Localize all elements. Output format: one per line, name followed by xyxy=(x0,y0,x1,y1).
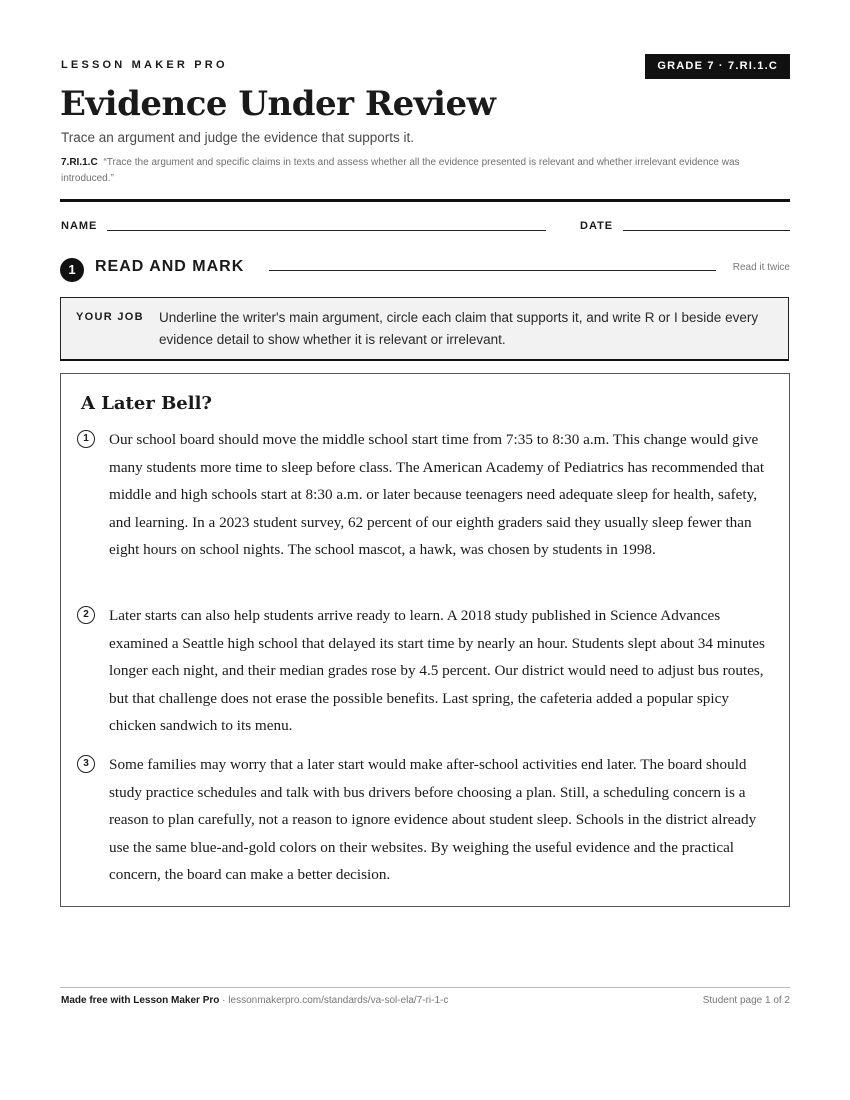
section-note: Read it twice xyxy=(732,262,790,273)
paragraph-2: Later starts can also help students arrive ready to learn. A 2018 study published in Science Advances examined a Seattle high school that delayed its start time by nearly an hour. Students slept about 34 minutes longer each night, and their median grades rose by 4.5 percent. Our district would need to adjust bus routes, but that challenge does not erase the possible benefits. Last spring, the cafeteria added a popular spicy chicken sandwich to its menu. xyxy=(109,607,765,734)
standard-text: “Trace the argument and specific claims in texts and assess whether all the evidence presented is relevant and whether irrelevant evidence was introduced.” xyxy=(61,157,740,184)
brand-name: LESSON MAKER PRO xyxy=(61,59,228,71)
footer-divider xyxy=(60,987,790,988)
paragraph-1: Our school board should move the middle school start time from 7:35 to 8:30 a.m. This change would give many students more time to sleep before class. The American Academy of Pediatrics has recommended that middle and high schools start at 8:30 a.m. or later because teenagers need adequate sleep for health, safety, and learning. In a 2023 student survey, 62 percent of our eighth graders said they usually sleep fewer than eight hours on school nights. The school mascot, a hawk, was chosen by students in 1998. xyxy=(109,431,765,558)
date-field[interactable] xyxy=(623,230,790,231)
passage-title: A Later Bell? xyxy=(81,393,212,414)
footer-url[interactable]: lessonmakerpro.com/standards/va-sol-ela/7-ri-1-c xyxy=(228,995,449,1006)
page-indicator: Student page 1 of 2 xyxy=(702,995,790,1006)
instructions-text: Underline the writer's main argument, circle each claim that supports it, and write R or I beside every evidence detail to show whether it is relevant or irrelevant. xyxy=(159,310,759,347)
section-number-badge: 1 xyxy=(60,258,84,282)
name-field[interactable] xyxy=(107,230,546,231)
reading-passage xyxy=(60,373,790,907)
name-label: NAME xyxy=(61,220,98,232)
date-label: DATE xyxy=(580,220,614,232)
standard-description xyxy=(61,155,791,187)
footer-credit xyxy=(61,995,448,1006)
page-subtitle: Trace an argument and judge the evidence that supports it. xyxy=(61,130,414,145)
footer-made-with: Made free with Lesson Maker Pro xyxy=(61,995,220,1006)
grade-badge: GRADE 7 · 7.RI.1.C xyxy=(645,54,790,79)
section-title: READ AND MARK xyxy=(95,258,245,275)
instructions-label: YOUR JOB xyxy=(76,311,144,323)
paragraph-number-1: 1 xyxy=(77,430,95,448)
instructions-box xyxy=(60,297,789,361)
standard-code: 7.RI.1.C xyxy=(61,157,98,168)
paragraph-3: Some families may worry that a later start would make after-school activities end later. The board should study practice schedules and talk with bus drivers before choosing a plan. Still, a scheduling concern is a reason to plan carefully, not a reason to ignore evidence about student sleep. Schools in the district already use the same blue-and-gold colors on their websites. By weighing the useful evidence and the practical concern, the board can make a better decision. xyxy=(109,756,757,883)
section-divider xyxy=(269,270,716,271)
page-title: Evidence Under Review xyxy=(60,84,496,124)
footer-separator: · xyxy=(219,995,229,1006)
paragraph-number-2: 2 xyxy=(77,606,95,624)
paragraph-number-3: 3 xyxy=(77,755,95,773)
header-divider xyxy=(60,199,790,202)
